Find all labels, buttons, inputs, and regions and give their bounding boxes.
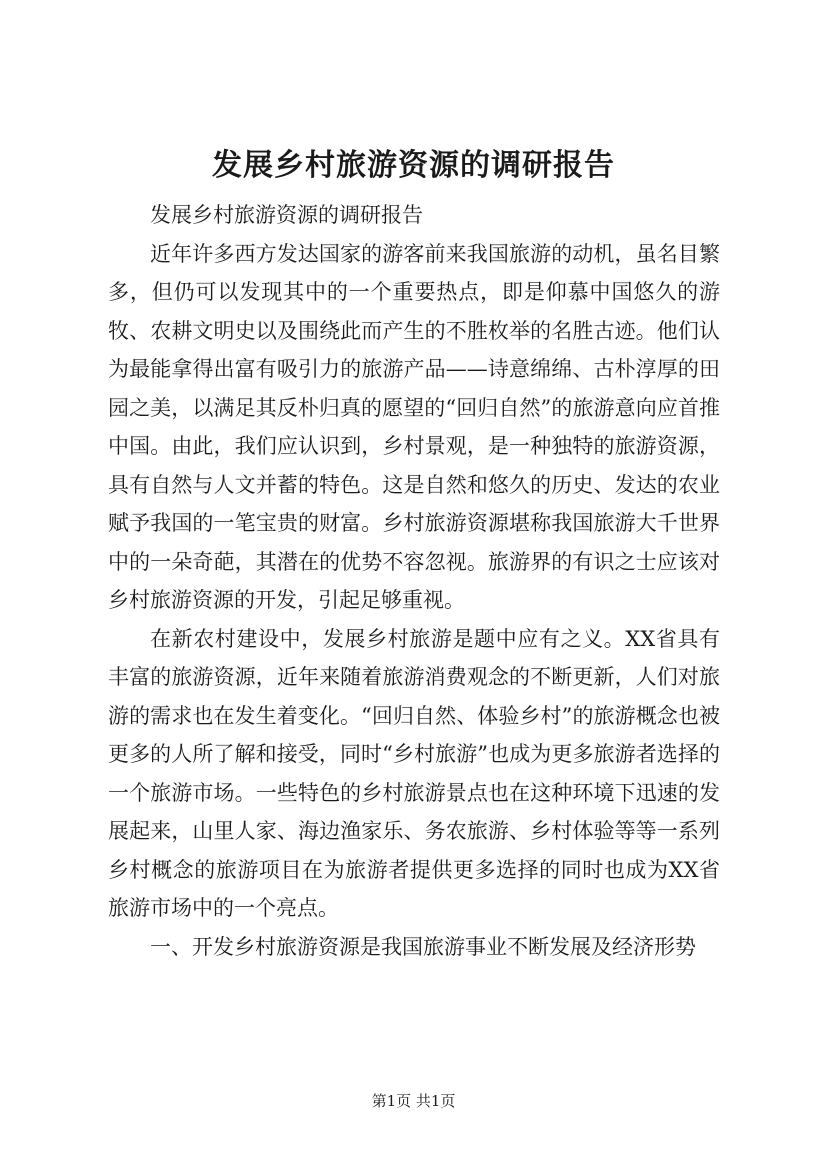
paragraph-2: 在新农村建设中，发展乡村旅游是题中应有之义。XX省具有丰富的旅游资源，近年来随着旅游消费观念的不断更新，人们对旅游的需求也在发生着变化。“回归自然、体验乡村”的旅游概念也被更多的人所了解和接受，同时“乡村旅游”也成为更多旅游者选择的一个旅游市场。一些特色的乡村旅游景点也在这种环境下迅速的发展起来，山里人家、海边渔家乐、务农旅游、乡村体验等等一系列乡村概念的旅游项目在为旅游者提供更多选择的同时也成为XX省旅游市场中的一个亮点。 bbox=[108, 626, 720, 920]
paragraph-3: 一、开发乡村旅游资源是我国旅游事业不断发展及经济形势 bbox=[150, 934, 696, 959]
paragraph-1: 近年许多西方发达国家的游客前来我国旅游的动机，虽名目繁多，但仍可以发现其中的一个重要热点，即是仰慕中国悠久的游牧、农耕文明史以及围绕此而产生的不胜枚举的名胜古迹。他们认为最能拿得出富有吸引力的旅游产品——诗意绵绵、古朴淳厚的田园之美，以满足其反朴归真的愿望的“回归自然”的旅游意向应首推中国。由此，我们应认识到，乡村景观，是一种独特的旅游资源，具有自然与人文并蓄的特色。这是自然和悠久的历史、发达的农业赋予我国的一笔宝贵的财富。乡村旅游资源堪称我国旅游大千世界中的一朵奇葩，其潜在的优势不容忽视。旅游界的有识之士应该对乡村旅游资源的开发，引起足够重视。 bbox=[108, 241, 720, 612]
document-body bbox=[108, 196, 720, 966]
page-number-label: 第1页 共1页 bbox=[371, 1092, 456, 1110]
page-footer bbox=[0, 1090, 827, 1112]
paragraph-subtitle: 发展乡村旅游资源的调研报告 bbox=[150, 203, 423, 227]
document-title: 发展乡村旅游资源的调研报告 bbox=[212, 148, 615, 183]
